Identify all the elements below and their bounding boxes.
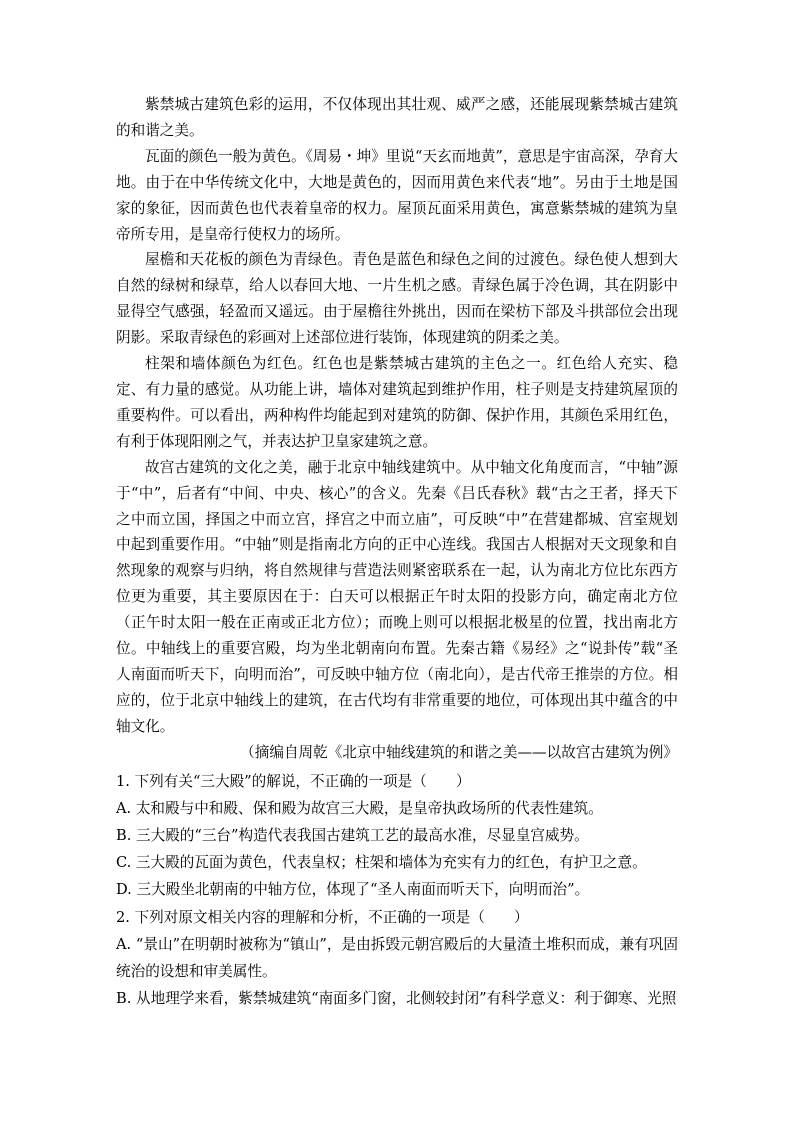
document-page bbox=[116, 92, 678, 1012]
question-1-stem: 1. 下列有关“三大殿”的解说，不正确的一项是（ ） bbox=[116, 772, 471, 790]
article-paragraph-1: 紫禁城古建筑色彩的运用，不仅体现出其壮观、威严之感，还能展现紫禁城古建筑的和谐之美。 bbox=[116, 96, 678, 139]
article-paragraph-5: 故宫古建筑的文化之美，融于北京中轴线建筑中。从中轴文化角度而言，“中轴”源于“中”，后者有“中间、中央、核心”的含义。先秦《吕氏春秋》载“古之王者，择天下之中而立国，择国之中而立宫，择宫之中而立庙”，可反映“中”在营建都城、宫室规划中起到重要作用。“中轴”则是指南北方向的正中心连线。我国古人根据对天文现象和自然现象的观察与归纳，将自然规律与营造法则紧密联系在一起，认为南北方位比东西方位更为重要，其主要原因在于：白天可以根据正午时太阳的投影方向，确定南北方位（正午时太阳一般在正南或正北方位）；而晚上则可以根据北极星的位置，找出南北方位。中轴线上的重要宫殿，均为坐北朝南向布置。先秦古籍《易经》之“说卦传”载“圣人南面而听天下，向明而治”，可反映中轴方位（南北向），是古代帝王推崇的方位。相应的，位于北京中轴线上的建筑，在古代均有非常重要的地位，可体现出其中蕴含的中轴文化。 bbox=[116, 458, 678, 735]
article-paragraph-3: 屋檐和天花板的颜色为青绿色。青色是蓝色和绿色之间的过渡色。绿色使人想到大自然的绿树和绿草，给人以春回大地、一片生机之感。青绿色属于冷色调，其在阴影中显得空气感强，轻盈而又遥远。由于屋檐往外挑出，因而在梁枋下部及斗拱部位会出现阴影。采取青绿色的彩画对上述部位进行装饰，体现建筑的阴柔之美。 bbox=[116, 251, 678, 347]
question-2 bbox=[116, 904, 678, 1013]
question-1-option-c: C. 三大殿的瓦面为黄色，代表皇权；柱架和墙体为充实有力的红色，有护卫之意。 bbox=[116, 854, 647, 872]
article-paragraph-4: 柱架和墙体颜色为红色。红色也是紫禁城古建筑的主色之一。红色给人充实、稳定、有力量的感觉。从功能上讲，墙体对建筑起到维护作用，柱子则是支持建筑屋顶的重要构件。可以看出，两种构件均能起到对建筑的防御、保护作用，其颜色采用红色，有利于体现阳刚之气，并表达护卫皇家建筑之意。 bbox=[116, 355, 678, 450]
question-2-option-a: A. “景山”在明朝时被称为“镇山”，是由拆毁元朝宫殿后的大量渣土堆积而成，兼有巩固统治的设想和审美属性。 bbox=[116, 935, 678, 980]
question-1 bbox=[116, 768, 678, 904]
question-2-option-b: B. 从地理学来看，紫禁城建筑“南面多门窗，北侧较封闭”有科学意义：利于御寒、光照 bbox=[116, 990, 677, 1008]
question-1-option-d: D. 三大殿坐北朝南的中轴方位，体现了“圣人南面而听天下，向明而治”。 bbox=[116, 881, 590, 899]
question-1-option-b: B. 三大殿的“三台”构造代表我国古建筑工艺的最高水准，尽显皇宫威势。 bbox=[116, 826, 589, 844]
article bbox=[116, 92, 678, 766]
question-1-option-a: A. 太和殿与中和殿、保和殿为故宫三大殿，是皇帝执政场所的代表性建筑。 bbox=[116, 799, 603, 817]
article-paragraph-2: 瓦面的颜色一般为黄色。《周易・坤》里说“天玄而地黄”，意思是宇宙高深，孕育大地。由于在中华传统文化中，大地是黄色的，因而用黄色来代表“地”。另由于土地是国家的象征，因而黄色也代表着皇帝的权力。屋顶瓦面采用黄色，寓意紫禁城的建筑为皇帝所专用，是皇帝行使权力的场所。 bbox=[116, 147, 678, 243]
article-source: （摘编自周乾《北京中轴线建筑的和谐之美——以故宫古建筑为例》 bbox=[240, 743, 678, 761]
question-2-stem: 2. 下列对原文相关内容的理解和分析，不正确的一项是（ ） bbox=[116, 908, 529, 926]
questions bbox=[116, 768, 678, 1013]
